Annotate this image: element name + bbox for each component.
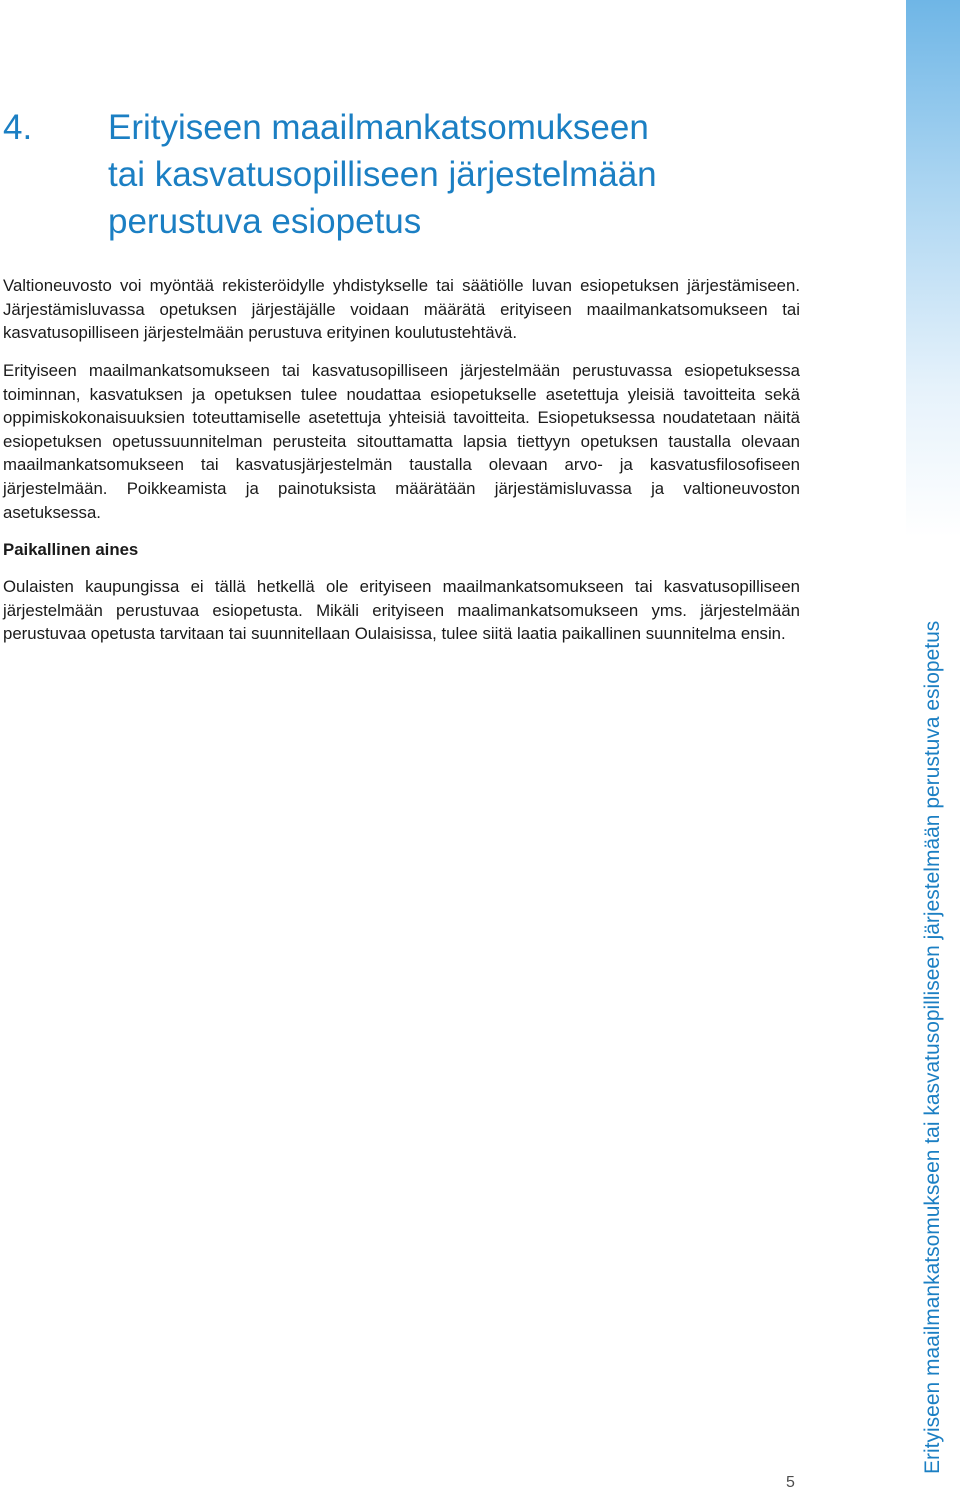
sidebar-running-title: Erityiseen maailmankatsomukseen tai kasvatusopilliseen järjestelmään perustuva esiopetus [921,620,944,1474]
paragraph-goals: Erityiseen maailmankatsomukseen tai kasvatusopilliseen järjestelmään perustuvassa esiopetuksessa toiminnan, kasvatuksen ja opetuksen tulee noudattaa esiopetukselle asetettuja yleisiä tavoitteita sekä oppimiskokonaisuuksien toteuttamiselle asetettuja yhteisiä tavoitteita. Esiopetuksessa noudatetaan näitä esiopetuksen opetussuunnitelman perusteita sitouttamatta lapsia tiettyyn opetuksen taustalla olevaan maailmankatsomukseen tai kasvatusjärjestelmän taustalla olevaan arvo- ja kasvatusfilosofiseen järjestelmään. Poikkeamista ja painotuksista määrätään järjestämisluvassa ja valtioneuvoston asetuksessa. [3,361,800,522]
chapter-number: 4. [3,108,33,147]
chapter-title-line: perustuva esiopetus [108,202,422,241]
chapter-title-line: Erityiseen maailmankatsomukseen [108,108,649,147]
chapter-title [108,104,798,245]
local-section-text: Oulaisten kaupungissa ei tällä hetkellä ole erityiseen maailmankatsomukseen tai kasvatusopilliseen järjestelmään perustuvaa esiopetusta. Mikäli erityiseen maalimankatsomukseen yms. järjestelmään perustuvaa opetusta tarvitaan tai suunnitellaan Oulaisissa, tulee siitä laatia paikallinen suunnitelma ensin. [3,577,800,644]
chapter-title-line: tai kasvatusopilliseen järjestelmään [108,155,657,194]
page-number: 5 [786,1474,795,1491]
paragraph-license: Valtioneuvosto voi myöntää rekisteröidylle yhdistykselle tai säätiölle luvan esiopetuksen järjestämiseen. Järjestämisluvassa opetuksen järjestäjälle voidaan määrätä erityiseen maailmankatsomukseen tai kasvatusopilliseen järjestelmään perustuva erityinen koulutustehtävä. [3,276,800,343]
local-section-heading: Paikallinen aines [3,540,139,559]
